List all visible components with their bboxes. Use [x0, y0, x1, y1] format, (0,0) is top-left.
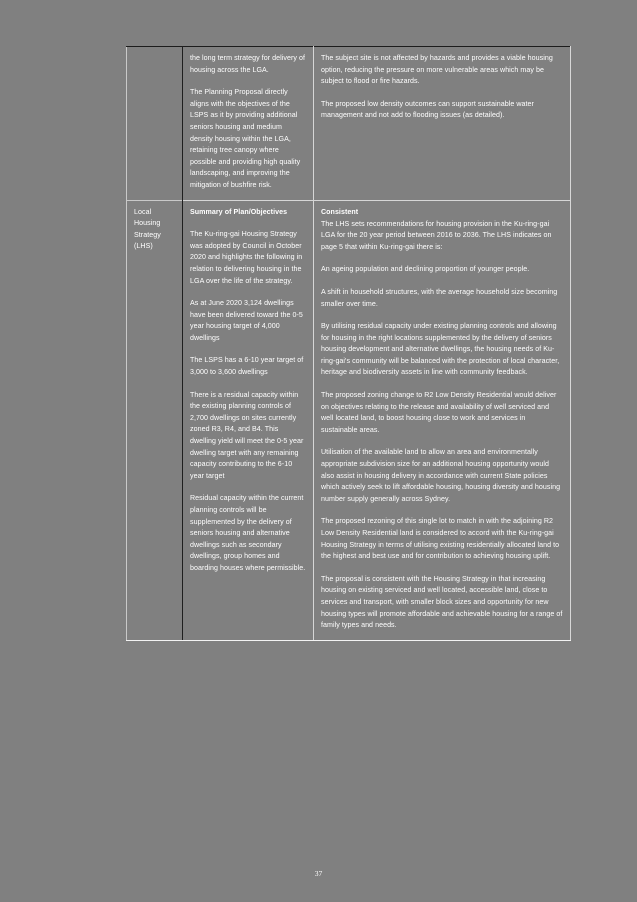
- summary-paragraph: The Ku-ring-gai Housing Strategy was adopted by Council in October 2020 and highlights the following in relation to delivering housing in the LGA over the life of the strategy.: [190, 230, 303, 285]
- summary-paragraph: Residual capacity within the current planning controls will be supplemented by the delivery of seniors housing and alternative dwellings such as secondary dwellings, group homes and boarding houses where permissible.: [190, 494, 306, 572]
- row-label-cell: [127, 200, 183, 640]
- assessment-cell: [314, 200, 571, 640]
- assessment-paragraph: A shift in household structures, with the average household size becoming smaller over time.: [321, 287, 558, 308]
- assessment-paragraph: The subject site is not affected by hazards and provides a viable housing option, reducing the pressure on more vulnerable areas which may be subject to flood or fire hazards.: [321, 54, 553, 86]
- assessment-paragraph: The proposed low density outcomes can support sustainable water management and not add to flooding issues (as detailed).: [321, 99, 534, 120]
- status-badge: Consistent: [321, 207, 359, 216]
- assessment-paragraph: The proposal is consistent with the Housing Strategy in that increasing housing on existing serviced and well located, accessible land, close to services and transport, with smaller block sizes and opportunity for new housing types will promote affordable and achievable housing for a range of family types and needs.: [321, 574, 563, 630]
- summary-paragraph: the long term strategy for delivery of housing across the LGA.: [190, 54, 306, 74]
- summary-paragraph: The Planning Proposal directly aligns with the objectives of the LSPS as it by providing additional seniors housing and medium density housing within the LGA, retaining tree canopy where possible and providing high quality landscaping, and improving the mitigation of bushfire risk.: [190, 88, 301, 189]
- policy-assessment-table: [126, 46, 571, 641]
- table-row: [127, 200, 571, 640]
- assessment-paragraph: The proposed zoning change to R2 Low Density Residential would deliver on objectives relating to the release and availability of well serviced and well located land, to boost housing close to work and services in sustainable areas.: [321, 391, 557, 434]
- row-label-cell: [127, 47, 183, 201]
- summary-heading: Summary of Plan/Objectives: [190, 207, 288, 216]
- summary-paragraph: The LSPS has a 6-10 year target of 3,000 to 3,600 dwellings: [190, 356, 304, 377]
- summary-cell: [183, 200, 314, 640]
- row-label: Local Housing Strategy (LHS): [134, 207, 161, 251]
- assessment-paragraph: An ageing population and declining proportion of younger people.: [321, 265, 530, 274]
- summary-paragraph: As at June 2020 3,124 dwellings have been delivered toward the 0-5 year housing target of 4,000 dwellings: [190, 299, 303, 342]
- assessment-cell: [314, 47, 571, 201]
- assessment-paragraph: By utilising residual capacity under existing planning controls and allowing for housing in the right locations supplemented by the delivery of seniors housing development and alternative dwellings, the housing needs of Ku-ring-gai's community will be balanced with the protection of local character, heritage and biodiversity assets in line with community feedback.: [321, 322, 560, 377]
- assessment-paragraph: Utilisation of the available land to allow an area and environmentally appropriate subdivision size for an additional housing opportunity would also assist in housing delivery in accordance with current State policies which actively seek to lift affordable housing, housing diversity and housing number supply generally across Sydney.: [321, 448, 561, 503]
- summary-paragraph: There is a residual capacity within the existing planning controls of 2,700 dwellings on sites currently zoned R3, R4, and B4. This dwelling yield will meet the 0-5 year dwelling target with any remaining capacity contributing to the 6-10 year target: [190, 390, 304, 480]
- assessment-paragraph: The LHS sets recommendations for housing provision in the Ku-ring-gai LGA for the 20 year period between 2016 to 2036. The LHS indicates on page 5 that within Ku-ring-gai there is:: [321, 219, 552, 251]
- assessment-paragraph: The proposed rezoning of this single lot to match in with the adjoining R2 Low Density Residential land is considered to accord with the Ku-ring-gai Housing Strategy in terms of utilising existing residentially allocated land to the highest and best use and for contribution to achieving housing uplift.: [321, 517, 560, 561]
- page-number: 37: [314, 869, 323, 878]
- table-row: [127, 47, 571, 201]
- summary-cell: [183, 47, 314, 201]
